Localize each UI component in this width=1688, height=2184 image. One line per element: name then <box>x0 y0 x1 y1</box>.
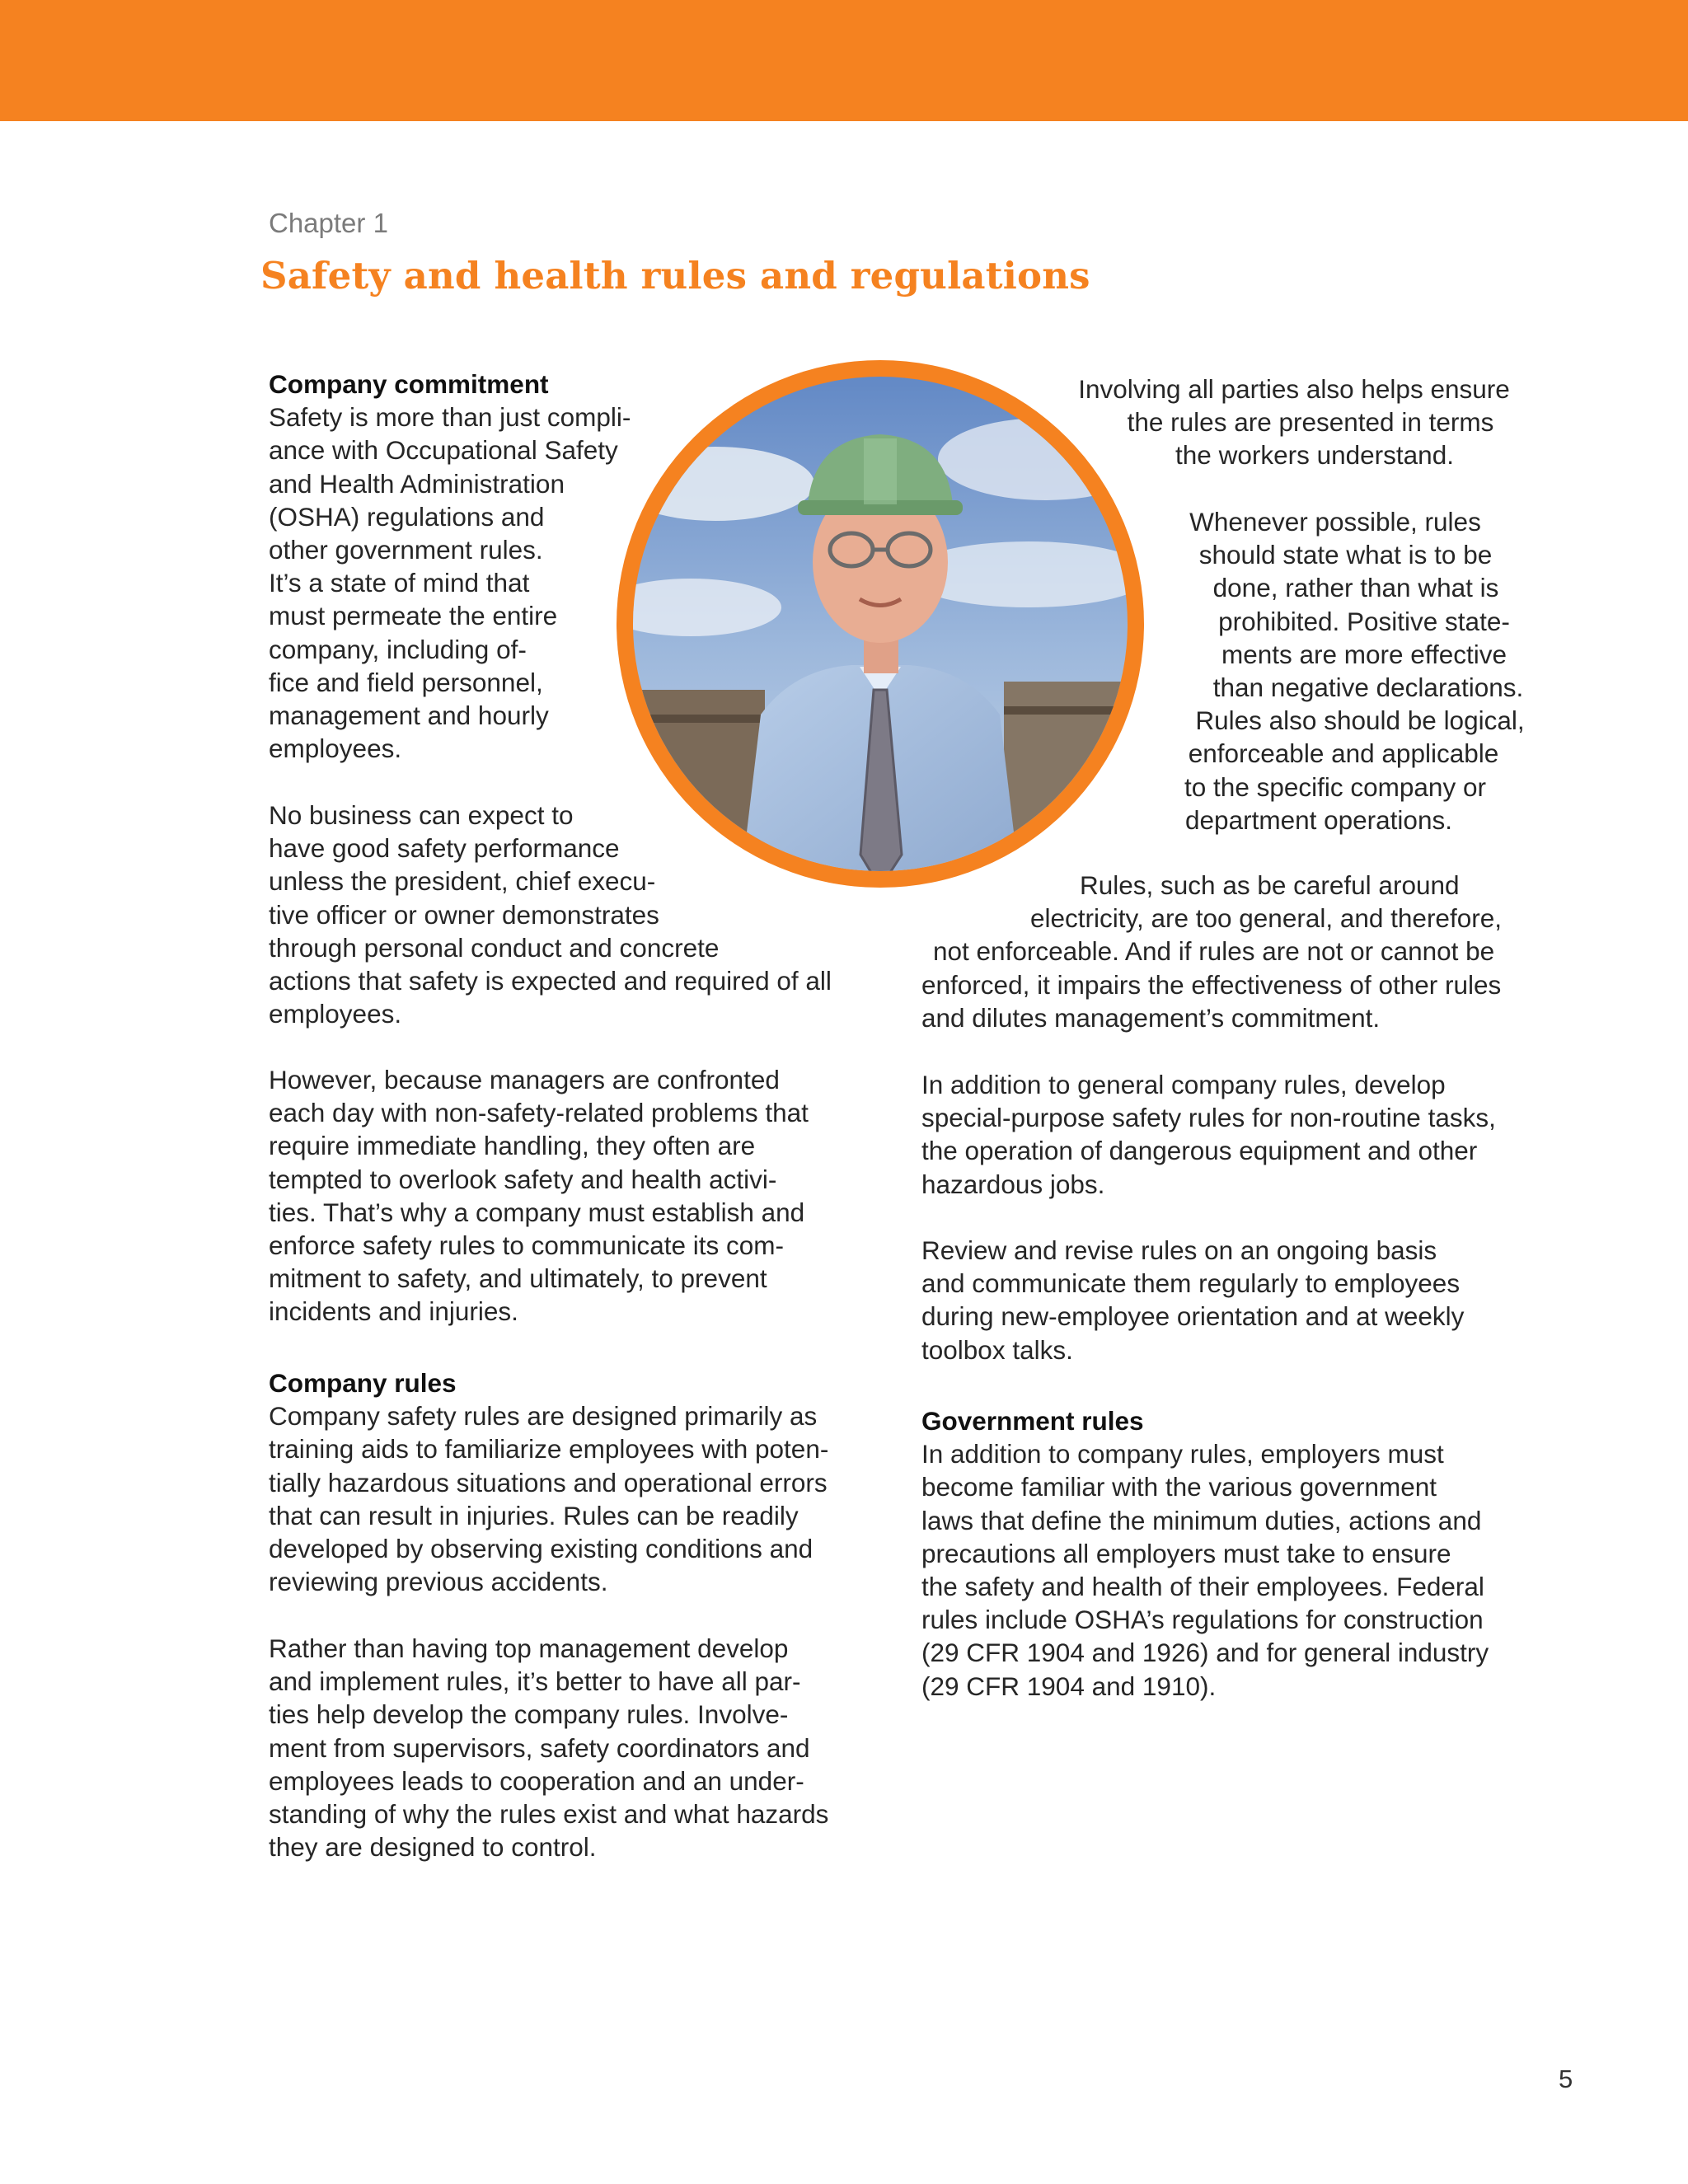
text-line: training aids to familiarize employees with poten- <box>269 1434 829 1465</box>
text-line: and Health Administration <box>269 468 565 499</box>
text-line: employees. <box>269 733 402 764</box>
text-line: the safety and health of their employees. Federal <box>921 1572 1484 1602</box>
text-line: prohibited. Positive state- <box>1218 606 1510 636</box>
text-line: should state what is to be <box>1198 540 1493 570</box>
text-line: In addition to company rules, employers must <box>921 1439 1444 1469</box>
text-line: the operation of dangerous equipment and other <box>921 1136 1478 1166</box>
text-line: Involving all parties also helps ensure <box>1078 374 1510 404</box>
text-line: enforceable and applicable <box>1188 738 1499 769</box>
text-line: ments are more effective <box>1221 639 1507 669</box>
text-line: they are designed to control. <box>269 1832 597 1863</box>
paragraph-whenever <box>1129 505 1541 837</box>
section-government-rules <box>921 1404 1489 1703</box>
text-line: each day with non-safety-related problems that <box>269 1098 809 1128</box>
text-line: have good safety performance <box>269 833 620 864</box>
text-line: toolbox talks. <box>921 1334 1073 1365</box>
text-line: during new-employee orientation and at weekly <box>921 1301 1465 1332</box>
paragraph-review <box>921 1234 1464 1366</box>
text-line: standing of why the rules exist and what hazards <box>269 1799 829 1830</box>
text-line: ment from supervisors, safety coordinators and <box>269 1732 810 1763</box>
text-line: and communicate them regularly to employees <box>921 1268 1461 1299</box>
text-line: No business can expect to <box>269 800 574 830</box>
text-line: enforce safety rules to communicate its com- <box>269 1230 784 1261</box>
text-line: Safety is more than just compli- <box>269 402 631 433</box>
section-company-rules <box>269 1366 828 1598</box>
text-line: and implement rules, it’s better to have all par- <box>269 1666 801 1697</box>
text-line: ties. That’s why a company must establish and <box>269 1197 805 1227</box>
text-line: electricity, are too general, and therefore, <box>1030 903 1502 934</box>
text-line: tempted to overlook safety and health activi- <box>269 1164 777 1194</box>
text-line: precautions all employers must take to ensure <box>921 1538 1451 1568</box>
text-line: Whenever possible, rules <box>1189 507 1481 537</box>
text-line: Rather than having top management develop <box>269 1633 789 1663</box>
text-line: management and hourly <box>269 701 549 731</box>
paragraph-rather <box>269 1632 828 1863</box>
text-line: department operations. <box>1185 804 1452 835</box>
text-line: developed by observing existing conditions and <box>269 1534 814 1564</box>
heading-government-rules: Government rules <box>921 1406 1144 1436</box>
text-line: special-purpose safety rules for non-routine tasks, <box>921 1103 1496 1133</box>
text-line: the workers understand. <box>1175 440 1454 471</box>
header-color-band <box>0 0 1688 121</box>
text-line: tially hazardous situations and operational errors <box>269 1467 828 1497</box>
text-line: mitment to safety, and ultimately, to prevent <box>269 1263 767 1294</box>
page-number: 5 <box>1559 2064 1573 2093</box>
paragraph-however <box>269 1063 809 1329</box>
text-line: must permeate the entire <box>269 601 558 631</box>
section-company-commitment <box>269 368 631 765</box>
text-line: to the specific company or <box>1184 771 1486 802</box>
text-line: It’s a state of mind that <box>269 568 530 598</box>
text-line: Rules also should be logical, <box>1195 705 1525 736</box>
text-line: company, including of- <box>269 634 527 664</box>
text-line: and dilutes management’s commitment. <box>921 1002 1381 1033</box>
text-line: reviewing previous accidents. <box>269 1567 608 1597</box>
chapter-label: Chapter 1 <box>269 208 388 238</box>
text-line: fice and field personnel, <box>269 667 543 697</box>
text-line: enforced, it impairs the effectiveness of other rules <box>921 969 1502 1000</box>
text-line: (29 CFR 1904 and 1910). <box>921 1671 1217 1701</box>
text-line: In addition to general company rules, develop <box>921 1070 1446 1099</box>
text-line: actions that safety is expected and required of all <box>269 966 832 996</box>
text-line: incidents and injuries. <box>269 1296 518 1327</box>
text-line: ties help develop the company rules. Involve- <box>269 1699 789 1730</box>
text-line: than negative declarations. <box>1212 673 1524 703</box>
text-line: that can result in injuries. Rules can be readily <box>269 1500 799 1530</box>
text-line: ance with Occupational Safety <box>269 435 618 466</box>
text-line: rules include OSHA’s regulations for construction <box>921 1605 1484 1635</box>
text-line: hazardous jobs. <box>921 1169 1105 1199</box>
paragraph-involving <box>1047 373 1541 472</box>
text-line: done, rather than what is <box>1212 573 1499 603</box>
paragraph-addition <box>921 1068 1496 1201</box>
heading-company-rules: Company rules <box>269 1368 457 1398</box>
text-line: laws that define the minimum duties, actions and <box>921 1505 1482 1535</box>
text-line: tive officer or owner demonstrates <box>269 899 659 930</box>
heading-company-commitment: Company commitment <box>269 369 549 399</box>
text-line: (29 CFR 1904 and 1926) and for general industry <box>921 1638 1489 1668</box>
text-line: (OSHA) regulations and <box>269 501 545 532</box>
text-line: Review and revise rules on an ongoing basis <box>921 1235 1437 1265</box>
text-line: require immediate handling, they often are <box>269 1131 756 1161</box>
text-line: Rules, such as be careful around <box>1080 870 1460 900</box>
text-line: become familiar with the various government <box>921 1472 1437 1502</box>
text-line: unless the president, chief execu- <box>269 866 656 897</box>
text-line: through personal conduct and concrete <box>269 932 720 963</box>
text-line: employees leads to cooperation and an under- <box>269 1765 804 1796</box>
text-line: not enforceable. And if rules are not or cannot be <box>933 936 1495 967</box>
page-title: Safety and health rules and regulations <box>260 254 1090 298</box>
text-line: other government rules. <box>269 535 543 565</box>
text-line: the rules are presented in terms <box>1127 407 1494 438</box>
text-line: However, because managers are confronted <box>269 1065 780 1094</box>
paragraph-rules-such <box>921 869 1502 1034</box>
paragraph-no-business <box>269 799 832 1030</box>
text-line: employees. <box>269 999 402 1029</box>
text-line: Company safety rules are designed primarily as <box>269 1401 818 1432</box>
